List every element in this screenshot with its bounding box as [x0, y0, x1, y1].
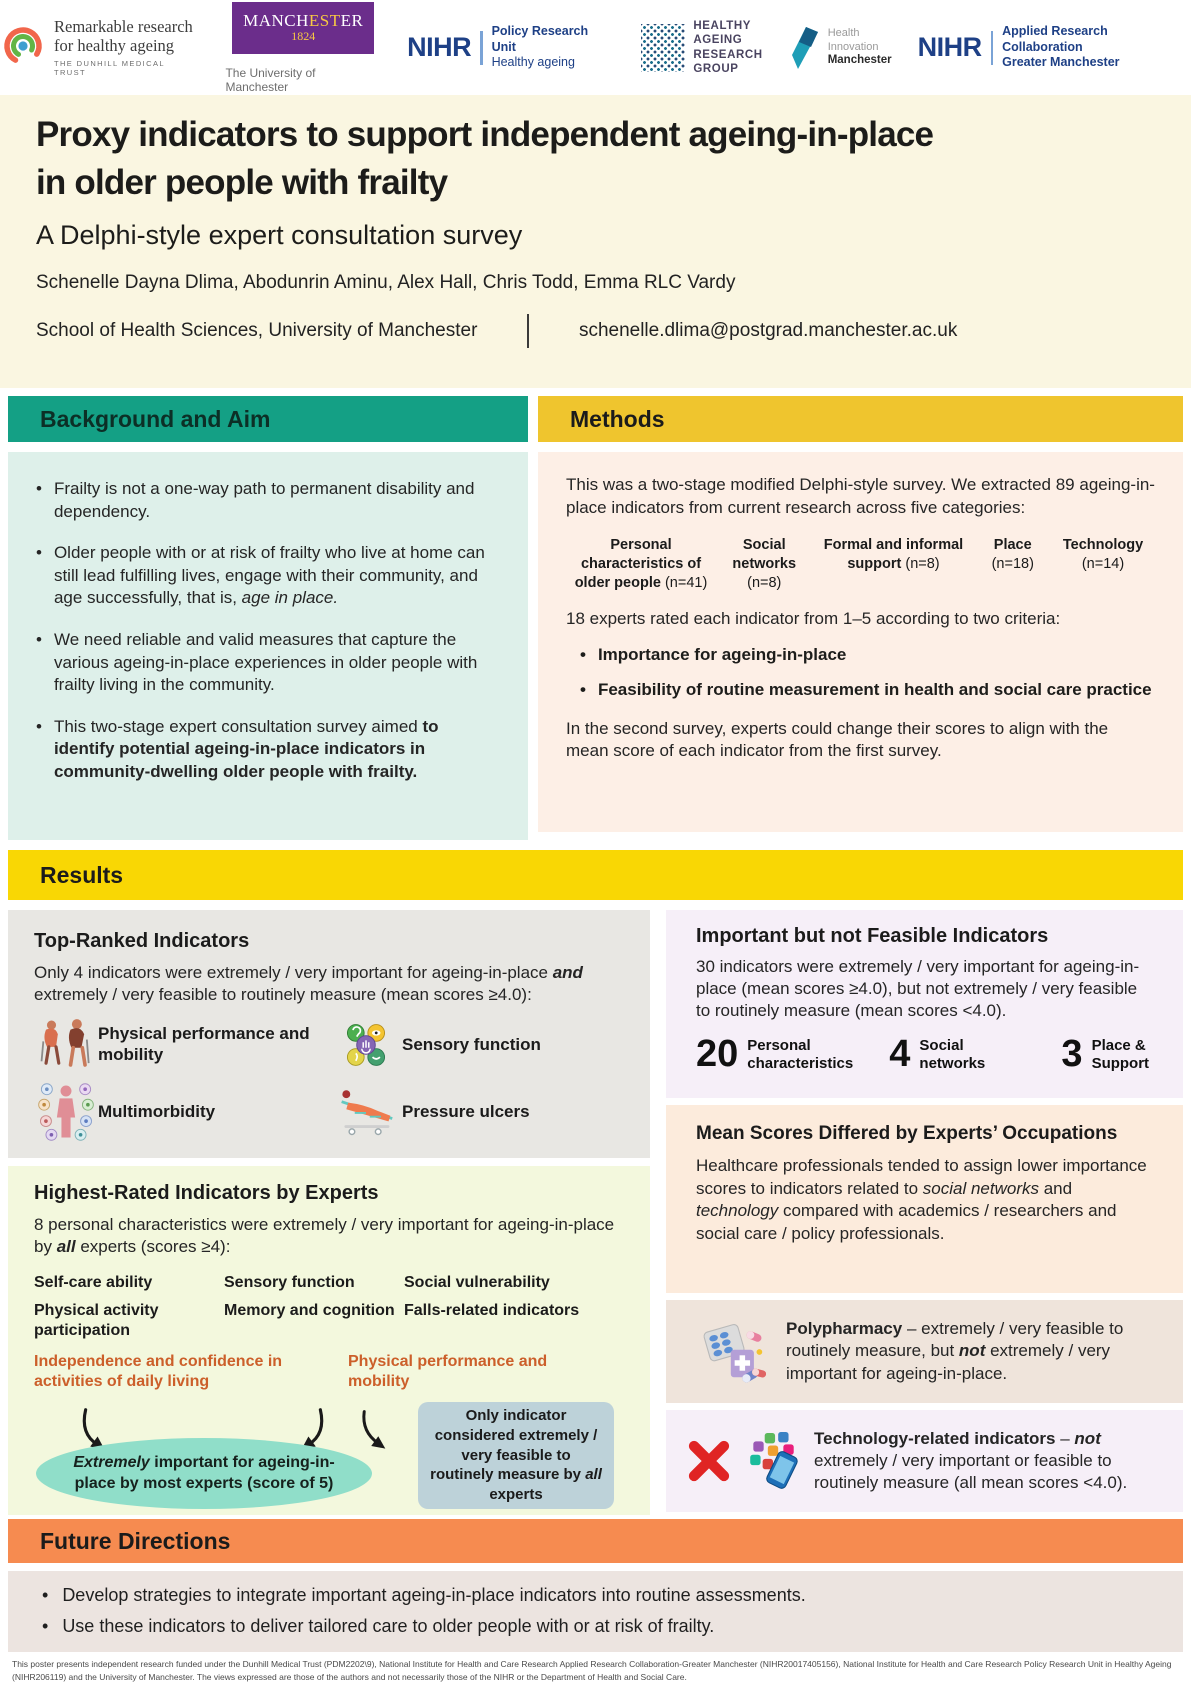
harg-line1: HEALTHY [693, 19, 752, 32]
criterion-text: Feasibility of routine measurement in health and social care practice [597, 680, 1152, 700]
stat-value: 4 [889, 1033, 911, 1076]
background-bullet-1 [30, 478, 502, 523]
top-ranked-item-4: Pressure ulcers [402, 1101, 530, 1121]
stat-value: 3 [1061, 1033, 1083, 1076]
healthy-ageing-research-group-logo [641, 19, 762, 77]
category-name: Social networks [732, 536, 797, 572]
callout-post: experts [489, 1486, 543, 1504]
bullet-text [54, 542, 502, 610]
criterion-2 [566, 679, 1155, 701]
category-personal [566, 536, 716, 593]
top-ranked-heading: Top-Ranked Indicators [34, 930, 250, 952]
top-ranked-box [8, 910, 650, 1158]
category-name: Personal characteristics of older people [574, 536, 702, 591]
callout-pre: Only indicator considered extremely / very feasible to routinely measure by [430, 1407, 598, 1484]
vertical-divider [527, 314, 529, 348]
future-heading: Future Directions [40, 1527, 231, 1554]
category-support [813, 536, 975, 593]
indicator-item: Sensory function [224, 1273, 355, 1291]
polypharmacy-t2: extremely / very important for ageing-in-place. [786, 1341, 1111, 1383]
criterion-1 [566, 644, 1155, 666]
methods-heading: Methods [570, 405, 665, 432]
bullet-dot: • [580, 645, 586, 665]
methods-section-header [538, 396, 1183, 442]
body-italic-1: social networks [922, 1178, 1039, 1198]
logo-bar [0, 0, 1191, 95]
top-ranked-item-3: Multimorbidity [98, 1101, 216, 1121]
indicator-item: Physical activity participation [34, 1302, 159, 1339]
contact-email: schenelle.dlima@postgrad.manchester.ac.uk [578, 320, 958, 342]
bullet-text [54, 716, 502, 784]
him-zigzag-icon [789, 25, 821, 71]
manchester-part3: ER [340, 10, 364, 30]
bullet-text: We need reliable and valid measures that capture the various ageing-in-place experiences in older people with frailty living in the community. [53, 630, 478, 695]
mean-scores-box [666, 1105, 1183, 1293]
oval-italic: Extremely [73, 1453, 150, 1471]
red-x-icon [686, 1438, 732, 1484]
methods-second-survey: In the second survey, experts could change their scores to align with the mean score of each indicator from the first survey. [566, 718, 1109, 761]
results-section-header [8, 850, 1183, 900]
future-bullet-text: Develop strategies to integrate important ageing-in-place indicators into routine assessments. [62, 1585, 806, 1605]
category-count: (n=8) [747, 574, 782, 591]
background-section-header [8, 396, 528, 442]
stat-label: Social networks [919, 1036, 986, 1072]
manchester-part2: EST [308, 10, 341, 30]
indicator-item: Self-care ability [34, 1273, 153, 1291]
health-innovation-manchester-logo [789, 25, 892, 71]
bullet-dot: • [36, 630, 42, 650]
highest-rated-intro [34, 1214, 624, 1259]
background-bullet-4 [30, 716, 502, 784]
important-not-feasible-box [666, 910, 1183, 1098]
pills-icon [700, 1319, 766, 1385]
top-ranked-grid [34, 1017, 624, 1143]
only-feasible-callout [418, 1402, 614, 1509]
funding-statement: This poster presents independent research funded under the Dunhill Medical Trust (PDM2202\9), National Institute for Health and Care Research Applied Research Collaboration-Greater Manchester (NIHR20017405156), National Institute for Health and Care Research Policy Research Unit in Healthy Ageing (NIHR206119) and the University of Manchester. The views expressed are those of the authors and not necessarily those of the NIHR or the Department of Health and Social Care. [12, 1659, 1172, 1683]
technology-text [814, 1428, 1161, 1494]
stat-social [889, 1033, 1027, 1076]
polypharmacy-t1: – extremely / very feasible to routinely measure, but [786, 1319, 1124, 1361]
nihr-arc-logo [918, 24, 1191, 71]
body-pre: Healthcare professionals tended to assign lower importance scores to indicators related to [696, 1156, 1147, 1198]
curved-arrow-icon [354, 1409, 392, 1458]
intro-post: experts (scores ≥4): [75, 1237, 231, 1257]
category-name: Place [993, 536, 1032, 553]
affiliation: School of Health Sciences, University of Manchester [36, 320, 478, 342]
indicator-item: Falls-related indicators [404, 1302, 580, 1320]
top-ranked-intro [34, 962, 624, 1007]
manchester-wordmark [243, 12, 363, 29]
results-heading: Results [40, 861, 124, 888]
category-name: Formal and informal support [823, 536, 964, 572]
masthead [0, 95, 1191, 388]
harg-dot-matrix-icon [641, 24, 685, 72]
phone-apps-icon [744, 1432, 802, 1490]
bullet-text-pre: Older people with or at risk of frailty who live at home can still lead fulfilling lives, engage with their community, and age successfully, that is, [53, 543, 485, 608]
orange-indicator-row [34, 1352, 624, 1392]
nihr-pru-line1: Policy Research Unit [491, 24, 589, 54]
nihr-arc-line2: Greater Manchester [1002, 55, 1120, 70]
pressure-ulcers-bed-icon [330, 1087, 402, 1137]
nihr-divider [480, 31, 482, 65]
future-bullet-1 [42, 1584, 1153, 1607]
bullet-text: Frailty is not a one-way path to permanent disability and dependency. [53, 479, 475, 521]
poster-title [36, 111, 1161, 206]
methods-body [538, 452, 1183, 832]
indicator-item: Social vulnerability [404, 1273, 550, 1291]
bullet-dot: • [42, 1585, 49, 1605]
stat-value: 20 [696, 1033, 739, 1076]
orange-indicator-item: Physical performance and mobility [348, 1353, 548, 1391]
category-name: Technology [1062, 536, 1144, 553]
bullet-text-italic: age in place. [241, 588, 339, 608]
polypharmacy-bold: Polypharmacy [786, 1319, 903, 1339]
dunhill-line2: for healthy ageing [54, 35, 175, 55]
background-bullet-2 [30, 542, 502, 610]
stat-place-support [1061, 1033, 1191, 1076]
intro-pre: 8 personal characteristics were extremely / very important for ageing-in-place by [34, 1215, 615, 1257]
indicator-item: Memory and cognition [224, 1302, 395, 1320]
background-body [8, 452, 528, 840]
polypharmacy-text [786, 1318, 1161, 1384]
him-line3: Manchester [827, 53, 892, 66]
highest-rated-box [8, 1166, 650, 1515]
dunhill-rings-icon [0, 23, 46, 73]
him-line1: Health [827, 27, 860, 40]
dunhill-line1: Remarkable research [54, 16, 193, 36]
nihr-wordmark: NIHR [407, 32, 472, 62]
category-count: (n=41) [664, 574, 708, 591]
manchester-caption: The University of Manchester [225, 65, 316, 94]
intro-all: all [56, 1237, 76, 1257]
category-count: (n=14) [1081, 555, 1125, 572]
university-of-manchester-logo [225, 2, 381, 94]
technology-not: not [1074, 1428, 1101, 1448]
category-row [566, 536, 1155, 593]
bullet-dot: • [36, 716, 42, 736]
manchester-purple-box [232, 2, 374, 54]
methods-rated-line: 18 experts rated each indicator from 1–5 according to two criteria: [566, 609, 1061, 629]
body-mid: and [1039, 1178, 1073, 1198]
him-line2: Innovation [827, 40, 879, 53]
body-italic-2: technology [696, 1201, 779, 1221]
bullet-dot: • [580, 680, 586, 700]
mean-scores-heading: Mean Scores Differed by Experts’ Occupations [696, 1123, 1118, 1144]
title-line1: Proxy indicators to support independent ageing-in-place [36, 115, 934, 154]
top-ranked-item-1: Physical performance and mobility [98, 1024, 310, 1064]
bullet-dot: • [42, 1616, 49, 1637]
poster-subtitle: A Delphi-style expert consultation survey [36, 220, 523, 251]
future-directions-body [8, 1571, 1183, 1652]
nihr-pru-logo [407, 24, 615, 71]
harg-line2: AGEING [693, 34, 743, 47]
highest-rated-grid [34, 1273, 624, 1341]
bullet-text-bold: to identify potential ageing-in-place indicators in community-dwelling older people with frailty. [53, 716, 439, 782]
top-ranked-item-2: Sensory function [402, 1034, 541, 1054]
category-count: (n=8) [905, 555, 940, 572]
important-heading: Important but not Feasible Indicators [696, 925, 1049, 947]
category-technology [1051, 536, 1155, 593]
technology-box [666, 1410, 1183, 1512]
category-social [718, 536, 810, 593]
body-post: compared with academics / researchers and social care / policy professionals. [696, 1201, 1117, 1243]
stat-label: Personal characteristics [747, 1036, 854, 1072]
important-body: 30 indicators were extremely / very important for ageing-in-place (mean scores ≥4.0), but not extremely / very feasible to routinely measure (mean scores <4.0). [696, 957, 1140, 1021]
polypharmacy-box [666, 1300, 1183, 1403]
technology-bold: Technology-related indicators [814, 1428, 1056, 1448]
dunhill-logo-text [54, 18, 199, 78]
extremely-important-oval [36, 1438, 372, 1509]
intro-and: and [552, 963, 583, 982]
harg-line3: RESEARCH [693, 48, 763, 61]
authors: Schenelle Dayna Dlima, Abodunrin Aminu, Alex Hall, Chris Todd, Emma RLC Vardy [36, 272, 736, 294]
background-heading: Background and Aim [40, 405, 271, 432]
bullet-dot: • [36, 543, 42, 563]
technology-t2: extremely / very important or feasible to routinely measure (all mean scores <4.0). [814, 1450, 1128, 1493]
walking-people-icon [34, 1017, 98, 1073]
category-count: (n=18) [991, 555, 1034, 572]
criterion-text: Importance for ageing-in-place [597, 645, 847, 665]
oval-rest: important for ageing-in-place by most experts (score of 5) [74, 1453, 335, 1492]
dunhill-medical-trust-logo [0, 18, 199, 78]
manchester-part1: MANCH [243, 10, 309, 30]
bullet-text-pre: This two-stage expert consultation survey aimed [53, 716, 423, 736]
bullet-dot: • [36, 479, 42, 498]
category-place [977, 536, 1049, 593]
callout-italic: all [585, 1466, 602, 1484]
sensory-function-icon [330, 1019, 402, 1071]
nihr-arc-divider [991, 31, 993, 65]
orange-indicator-item: Independence and confidence in activities of daily living [34, 1353, 283, 1391]
future-directions-header [8, 1519, 1183, 1563]
multimorbidity-icon [34, 1081, 98, 1143]
title-line2: in older people with frailty [36, 162, 448, 202]
mean-scores-body [696, 1155, 1155, 1245]
harg-line4: GROUP [693, 62, 739, 75]
polypharmacy-not: not [958, 1341, 986, 1361]
stat-personal [696, 1033, 855, 1076]
stat-label: Place & Support [1091, 1036, 1150, 1072]
nihr-arc-wordmark: NIHR [917, 32, 982, 62]
future-bullet-2 [42, 1615, 1153, 1638]
background-bullet-3 [30, 629, 502, 697]
highest-rated-heading: Highest-Rated Indicators by Experts [34, 1182, 379, 1204]
affiliation-row [36, 314, 1161, 348]
stats-row [696, 1033, 1153, 1076]
nihr-arc-line1: Applied Research Collaboration [1002, 24, 1108, 54]
technology-t1: – [1055, 1428, 1075, 1448]
manchester-year: 1824 [291, 28, 316, 43]
intro-pre: Only 4 indicators were extremely / very important for ageing-in-place [34, 963, 553, 982]
dunhill-line3: THE DUNHILL MEDICAL TRUST [54, 59, 165, 78]
intro-post: extremely / very feasible to routinely measure (mean scores ≥4.0): [34, 985, 532, 1005]
nihr-pru-line2: Healthy ageing [491, 55, 575, 70]
future-bullet-text: Use these indicators to deliver tailored care to older people with or at risk of frailty. [62, 1616, 715, 1637]
methods-intro: This was a two-stage modified Delphi-style survey. We extracted 89 ageing-in-place indicators from current research across five categories: [566, 475, 1155, 517]
